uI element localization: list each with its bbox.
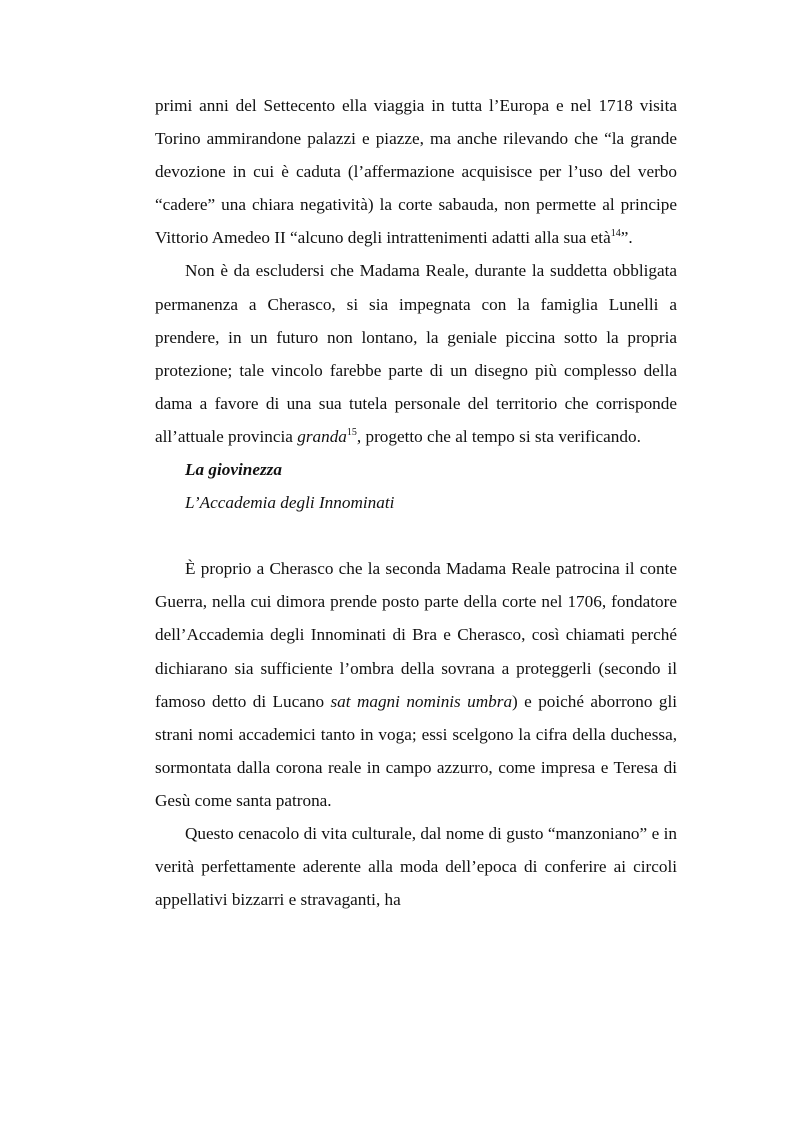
paragraph-text-end: , progetto che al tempo si sta verificando.: [356, 426, 641, 446]
paragraph-text-end: ) e poiché aborrono gli strani nomi accademici tanto in voga; essi scelgono la cifra della duchessa, sormontata dalla corona reale in campo azzurro, come impresa e Teresa di Gesù come santa patrona.: [155, 691, 678, 810]
paragraph-madama-reale: [155, 254, 677, 453]
italic-term-granda: granda: [297, 426, 347, 446]
footnote-reference-15[interactable]: 15: [346, 426, 357, 438]
section-subheading: L’Accademia degli Innominati: [185, 493, 395, 513]
paragraph-text: È proprio a Cherasco che la seconda Madama Reale patrocina il conte Guerra, nella cui dimora prende posto parte della corte nel 1706, fondatore dell’Accademia degli Innominati di Bra e Cherasco, così chiamati perché dichiarano sia sufficiente l’ombra della sovrana a proteggerli (secondo il famoso detto di Lucano: [155, 559, 677, 711]
italic-quote-lucano: sat magni nominis umbra: [330, 691, 513, 711]
paragraph-text-end: ”.: [620, 228, 633, 248]
paragraph-cenacolo: Questo cenacolo di vita culturale, dal nome di gusto “manzoniano” e in verità perfettamente aderente alla moda dell’epoca di conferire ai circoli appellativi bizzarri e stravaganti, ha: [155, 823, 677, 910]
paragraph-text: primi anni del Settecento ella viaggia in tutta l’Europa e nel 1718 visita Torino ammirandone palazzi e piazze, ma anche rilevando che “la grande devozione in cui è caduta (l’affermazione acquisisce per l’uso del verbo “cadere” una chiara negatività) la corte sabauda, non permette al principe Vittorio Amedeo II “alcuno degli intrattenimenti adatti alla sua età: [155, 96, 677, 248]
footnote-reference-14[interactable]: 14: [610, 228, 621, 240]
document-page: [155, 89, 677, 916]
paragraph-accademia: [155, 552, 677, 817]
paragraph-text: Non è da escludersi che Madama Reale, durante la suddetta obbligata permanenza a Cherasco, si sia impegnata con la famiglia Lunelli a prendere, in un futuro non lontano, la geniale piccina sotto la propria protezione; tale vincolo farebbe parte di un disegno più complesso della dama a favore di una sua tutela personale del territorio che corrisponde all’attuale provincia: [155, 261, 677, 446]
section-heading: La giovinezza: [185, 460, 282, 480]
paragraph-travel-europe: [155, 89, 677, 254]
